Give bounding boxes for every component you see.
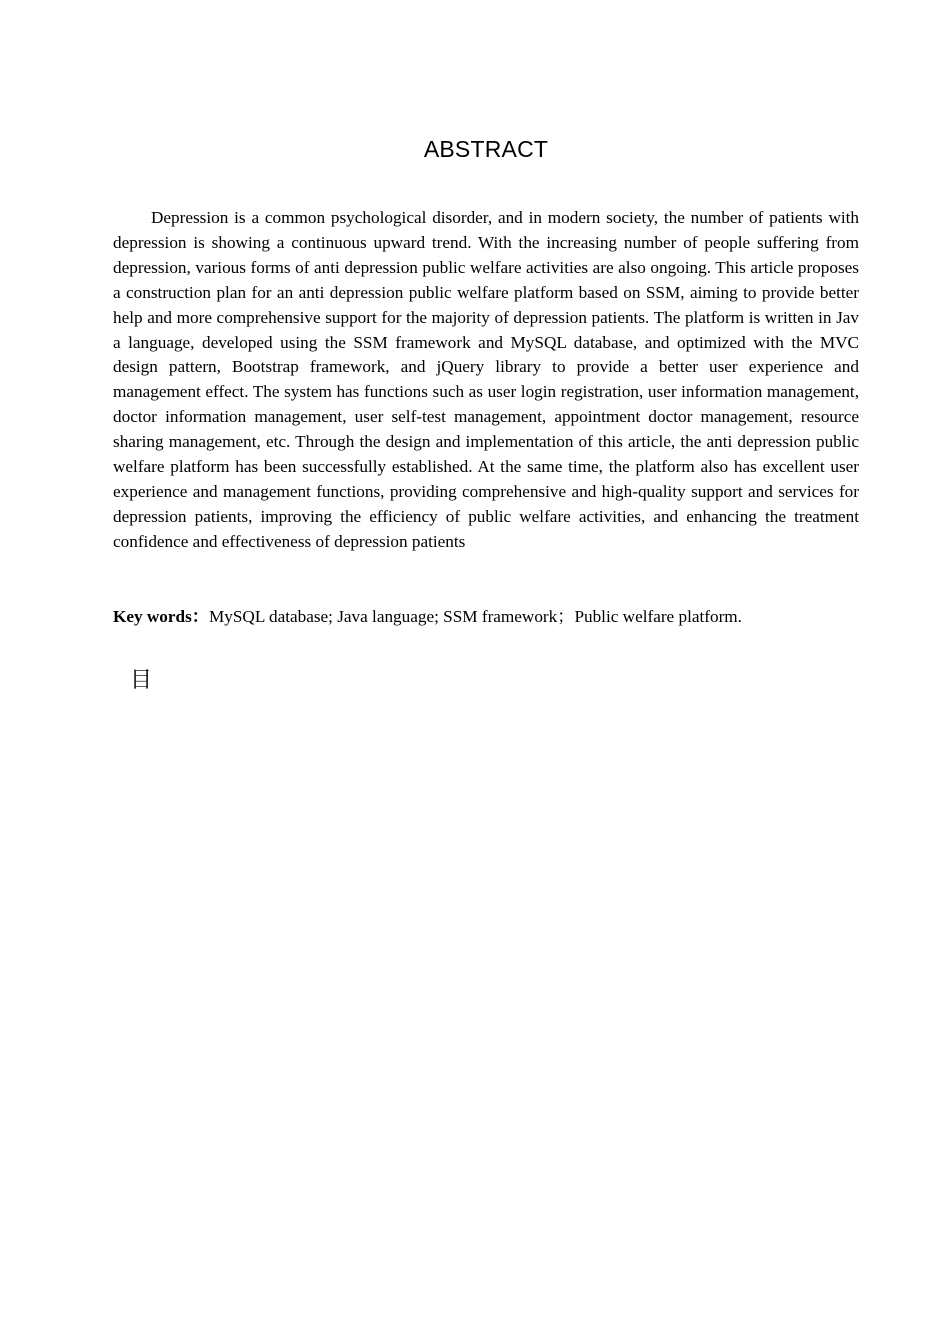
keywords-text: MySQL database; Java language; SSM framework；Public welfare platform. (208, 607, 742, 626)
toc-heading-fragment: 目 (130, 668, 153, 693)
keywords-label: Key words： (113, 607, 209, 626)
keywords-line (113, 605, 873, 630)
abstract-paragraph: Depression is a common psychological disorder, and in modern society, the number of patients with depression is showing a continuous upward trend. With the increasing number of people suffering from depression, various forms of anti depression public welfare activities are also ongoing. This article proposes a construction plan for an anti depression public welfare platform based on SSM, aiming to provide better help and more comprehensive support for the majority of depression patients. The platform is written in Jav a language, developed using the SSM framework and MySQL database, and optimized with the MVC design pattern, Bootstrap framework, and jQuery library to provide a better user experience and management effect. The system has functions such as user login registration, user information management, doctor information management, user self-test management, appointment doctor management, resource sharing management, etc. Through the design and implementation of this article, the anti depression public welfare platform has been successfully established. At the same time, the platform also has excellent user experience and management functions, providing comprehensive and high-quality support and services for depression patients, improving the efficiency of public welfare activities, and enhancing the treatment confidence and effectiveness of depression patients (113, 208, 859, 551)
abstract-title: ABSTRACT (423, 136, 549, 162)
